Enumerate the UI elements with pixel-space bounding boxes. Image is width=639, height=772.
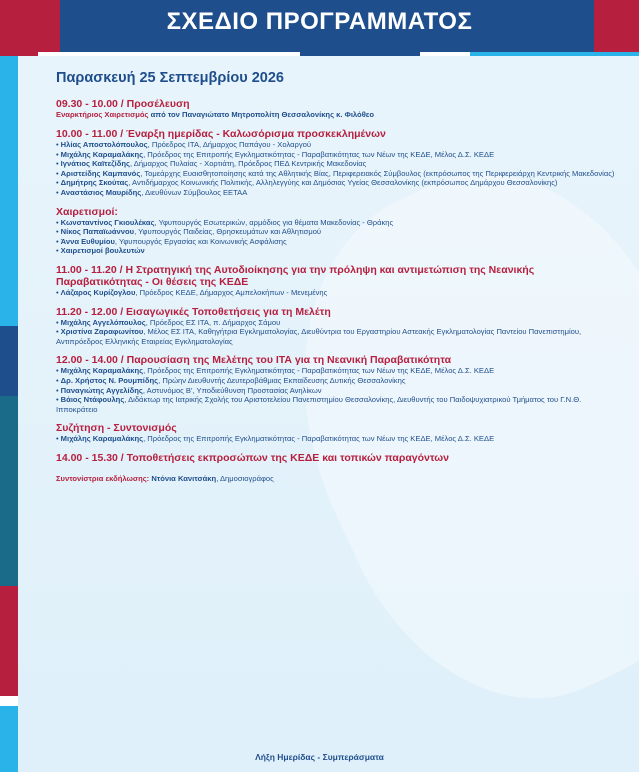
speaker-item [56, 178, 621, 188]
bullet-icon: • [56, 434, 59, 444]
bullet-icon: • [56, 227, 59, 237]
speaker-name: Δρ. Χρήστος Ν. Ρουμπίδης [60, 375, 159, 385]
speaker-name: Παναγιώτης Αγγελίδης [60, 385, 143, 395]
speaker-name: Άννα Ευθυμίου [60, 236, 115, 246]
side-stripe [0, 326, 18, 396]
speaker-name: Μιχάλης Καραμαλάκης [60, 366, 144, 376]
speaker-name: Νίκος Παπαϊωάννου [60, 227, 135, 237]
speaker-role: , Διδάκτωρ της Ιατρικής Σχολής του Αριστοτελείου Πανεπιστημίου Θεσσαλονίκης, Διευθυντής του Παιδοψυχιατρικού Τμήματος του Γ.Ν.Θ. Ιπποκράτειο [56, 395, 582, 414]
speaker-role: , Πρόεδρος ΚΕΔΕ, Δήμαρχος Αμπελοκήπων - Μενεμένης [135, 287, 328, 297]
section-title: 12.00 - 14.00 / Παρουσίαση της Μελέτης του ΙΤΑ για τη Νεανική Παραβατικότητα [56, 354, 452, 367]
section-title: 10.00 - 11.00 / Έναρξη ημερίδας - Καλωσόρισμα προσκεκλημένων [56, 128, 386, 140]
speaker-item [56, 434, 621, 444]
speaker-name: Αναστάσιος Μαυρίδης [60, 187, 142, 197]
speaker-role: , Πρώην Διευθυντής Δευτεροβάθμιας Εκπαίδευσης Δυτικής Θεσσαλονίκης [158, 375, 406, 385]
speaker-role: , Αστυνόμος Β', Υποδιεύθυνση Προστασίας Ανηλίκων [142, 385, 322, 395]
bullet-icon: • [56, 375, 59, 385]
speaker-role: , Διευθύνων Σύμβουλος ΕΕΤΑΑ [141, 187, 248, 197]
bullet-icon: • [56, 236, 59, 246]
speaker-item [56, 318, 621, 328]
speaker-name: Αριστείδης Καμπανός [60, 168, 141, 178]
speaker-item [56, 386, 621, 396]
side-stripe [0, 56, 18, 326]
section-title: Χαιρετισμοί: [56, 205, 118, 218]
speaker-role: , Υφυπουργός Εργασίας και Κοινωνικής Ασφάλισης [114, 236, 287, 246]
speaker-item [56, 150, 621, 160]
side-stripe [0, 696, 18, 706]
speaker-role: , Αντιδήμαρχος Κοινωνικής Πολιτικής, Αλληλεγγύης και Δημόσιας Υγείας Θεσσαλονίκης (εκπρόσωπος Δημάρχου Θεσσαλονίκης) [128, 178, 558, 188]
bullet-icon: • [56, 287, 59, 297]
speaker-name: Βάιος Ντάφουλης [60, 395, 125, 405]
header-banner [0, 0, 639, 52]
speaker-name: Ιγνάτιος Καϊτεζίδης [60, 159, 130, 169]
bullet-icon: • [56, 217, 59, 227]
speaker-role: , Υφυπουργός Παιδείας, Θρησκευμάτων και Αθλητισμού [134, 227, 322, 237]
event-date: Παρασκευή 25 Σεπτεμβρίου 2026 [56, 70, 284, 86]
bullet-icon: • [56, 159, 59, 169]
speaker-role: , Πρόεδρος της Επιτροπής Εγκληματικότητας - Παραβατικότητας των Νέων της ΚΕΔΕ, Μέλος Δ.Σ. ΚΕΔΕ [143, 149, 495, 159]
section-title: 11.20 - 12.00 / Εισαγωγικές Τοποθετήσεις για τη Μελέτη [56, 305, 331, 318]
speaker-name: Χριστίνα Ζαραφωνίτου [60, 327, 144, 337]
program-section [56, 98, 621, 120]
page-title: ΣΧΕΔΙΟ ΠΡΟΓΡΑΜΜΑΤΟΣ [166, 8, 473, 35]
section-subtitle: Εναρκτήριος Χαιρετισμός από τον Παναγιώτατο Μητροπολίτη Θεσσαλονίκης κ. Φιλόθεο [56, 110, 375, 119]
speaker-name: Μιχάλης Καραμαλάκης [60, 434, 144, 444]
section-title: Συζήτηση - Συντονισμός [56, 422, 177, 435]
coordinator-line: Συντονίστρια εκδήλωσης: Ντόνια Κανιτσάκη, Δημοσιογράφος [56, 473, 274, 483]
speaker-name: Ηλίας Αποστολόπουλος [60, 140, 148, 149]
speaker-name: Κωνσταντίνος Γκιουλέκας [60, 217, 155, 227]
speaker-item [56, 218, 621, 228]
bullet-icon: • [56, 140, 59, 149]
section-title: 09.30 - 10.00 / Προσέλευση [56, 98, 190, 110]
program-section [56, 306, 621, 347]
speaker-role: , Μέλος ΕΣ ΙΤΑ, Καθηγήτρια Εγκληματολογίας, Διευθύντρια του Εργαστηρίου Αστεακής Εγκληματολογίας Παντείου Πανεπιστημίου, Αντιπρόεδρος Ελληνικής Εταιρείας Εγκληματολογίας [56, 327, 582, 346]
program-section [56, 422, 621, 444]
bullet-icon: • [56, 327, 59, 337]
speaker-role: , Πρόεδρος της Επιτροπής Εγκληματικότητας - Παραβατικότητας των Νέων της ΚΕΔΕ, Μέλος Δ.Σ. ΚΕΔΕ [143, 434, 495, 444]
bullet-icon: • [56, 246, 59, 256]
speaker-role: , Υφυπουργός Εσωτερικών, αρμόδιος για θέματα Μακεδονίας - Θράκης [154, 217, 394, 227]
speaker-role: , Πρόεδρος της Επιτροπής Εγκληματικότητας - Παραβατικότητας των Νέων της ΚΕΔΕ, Μέλος Δ.Σ. ΚΕΔΕ [143, 366, 495, 376]
speaker-item [56, 395, 621, 414]
speaker-item [56, 140, 621, 150]
speaker-role: , Τομεάρχης Ευαισθητοποίησης κατά της Αθλητικής Βίας, Περιφερειακός Σύμβουλος (εκπρόσωπος της Περιφερειάρχη Κεντρικής Μακεδονίας) [140, 168, 615, 178]
closing-text: Λήξη Ημερίδας - Συμπεράσματα [255, 752, 384, 762]
speaker-role: , Πρόεδρος ΕΣ ΙΤΑ, π. Δήμαρχος Σάμου [145, 317, 281, 327]
program-section [56, 264, 621, 298]
bullet-icon: • [56, 149, 59, 159]
speaker-name: Μιχάλης Καραμαλάκης [60, 149, 144, 159]
speaker-name: Χαιρετισμοί βουλευτών [60, 246, 145, 256]
speaker-role: , Πρόεδρος ΙΤΑ, Δήμαρχος Παπάγου - Χολαργού [147, 140, 312, 149]
bullet-icon: • [56, 187, 59, 197]
speaker-item [56, 169, 621, 179]
bullet-icon: • [56, 317, 59, 327]
speaker-item [56, 237, 621, 247]
program-section [56, 128, 621, 198]
side-stripe [0, 396, 18, 586]
speaker-name: Μιχάλης Αγγελόπουλος [60, 317, 146, 327]
bullet-icon: • [56, 178, 59, 188]
program-content [56, 70, 621, 484]
speaker-item [56, 188, 621, 198]
bullet-icon: • [56, 395, 59, 405]
side-stripe [0, 706, 18, 772]
speaker-item [56, 366, 621, 376]
program-section [56, 452, 621, 464]
speaker-item [56, 376, 621, 386]
program-section [56, 206, 621, 256]
section-title: 11.00 - 11.20 / Η Στρατηγική της Αυτοδιοίκησης για την πρόληψη και αντιμετώπιση της Νεανικής Παραβατικότητας - Οι θέσεις της ΚΕΔΕ [56, 263, 535, 288]
speaker-item [56, 288, 621, 298]
bullet-icon: • [56, 385, 59, 395]
speaker-item [56, 227, 621, 237]
speaker-item [56, 159, 621, 169]
speaker-name: Λάζαρος Κυρίζογλου [60, 287, 136, 297]
section-title: 14.00 - 15.30 / Τοποθετήσεις εκπροσώπων της ΚΕΔΕ και τοπικών παραγόντων [56, 451, 449, 464]
speaker-role: , Δήμαρχος Πυλαίας - Χορτιάτη, Πρόεδρος ΠΕΔ Κεντρικής Μακεδονίας [129, 159, 367, 169]
speaker-name: Δημήτρης Σκούτας [60, 178, 129, 188]
speaker-item [56, 327, 621, 346]
bullet-icon: • [56, 168, 59, 178]
bullet-icon: • [56, 366, 59, 376]
speaker-item [56, 246, 621, 256]
program-section [56, 354, 621, 414]
side-stripe [0, 586, 18, 696]
